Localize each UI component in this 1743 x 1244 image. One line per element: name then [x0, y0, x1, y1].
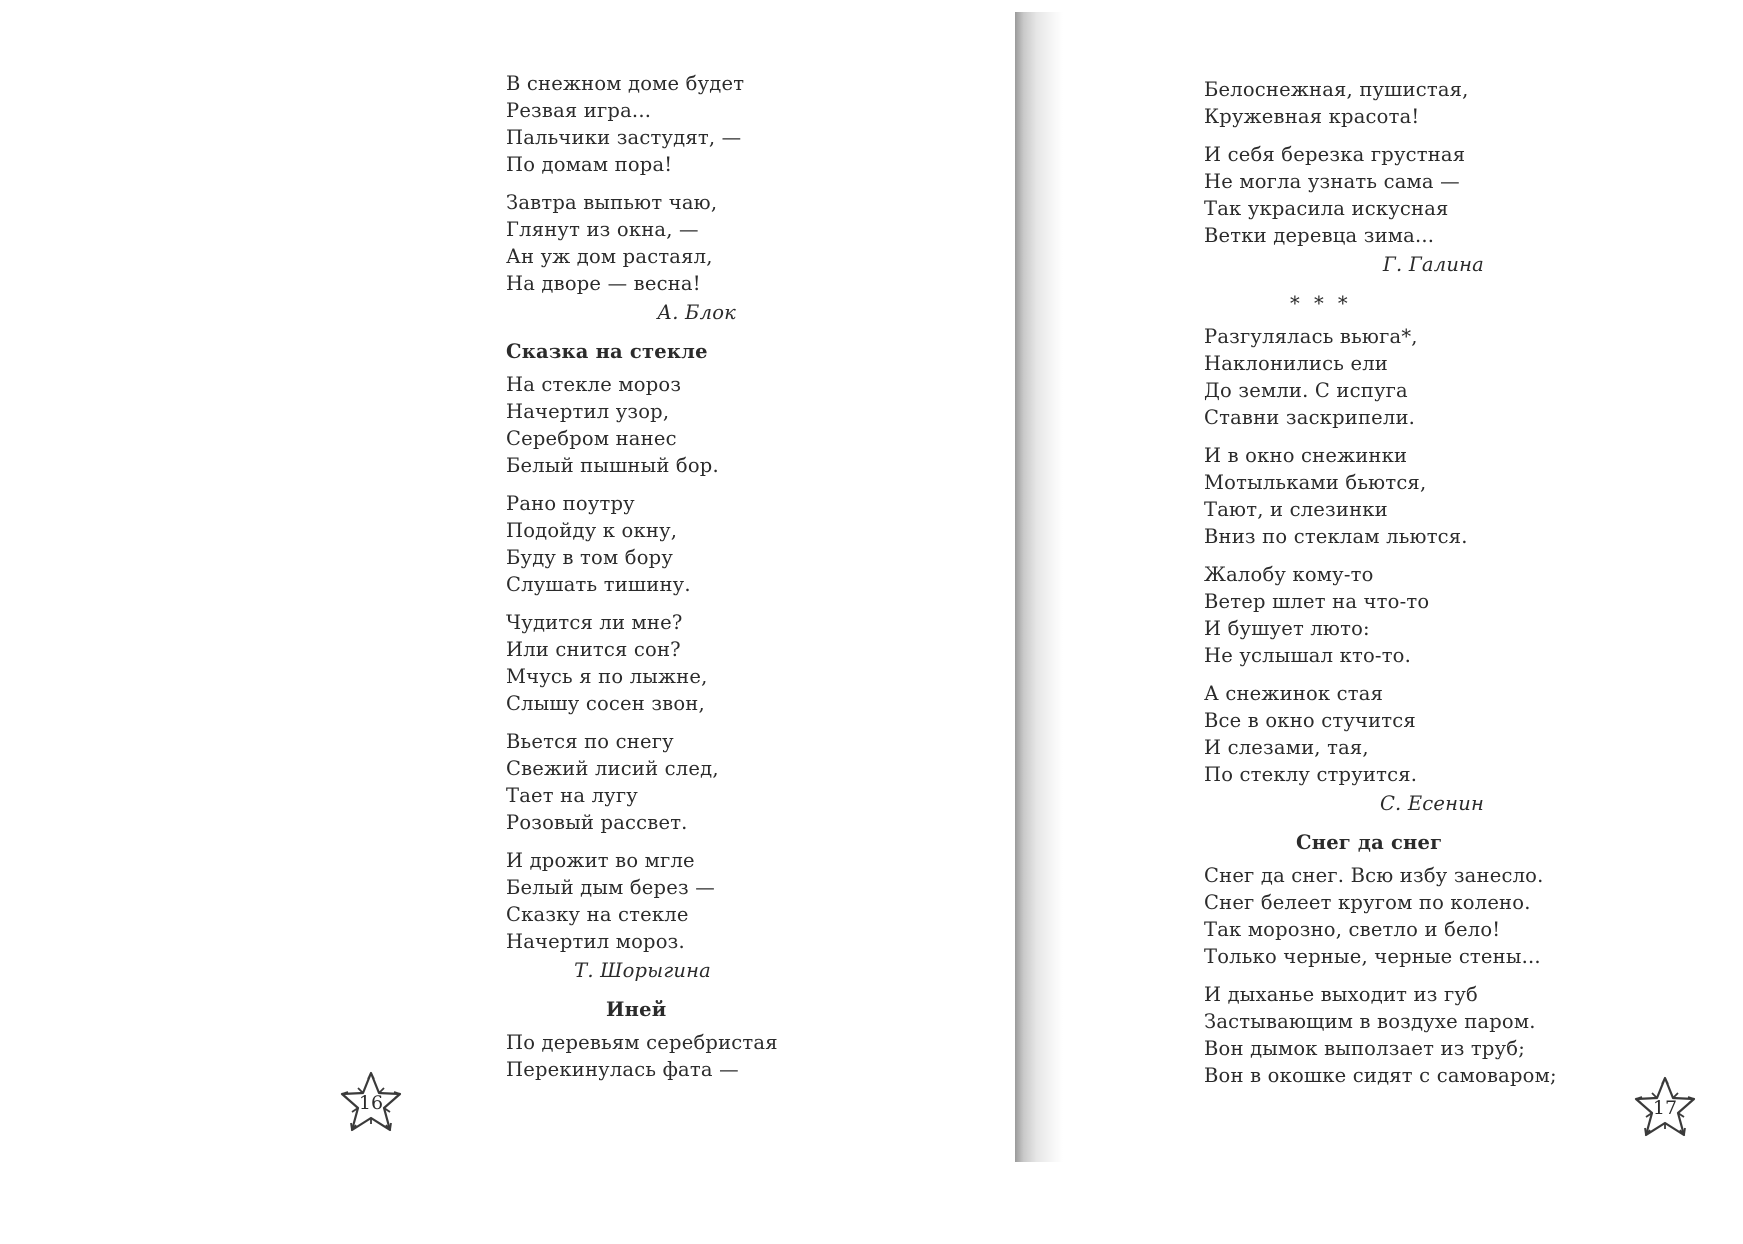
poem-line: Не могла узнать сама —: [1204, 170, 1460, 193]
poem-line: По деревьям серебристая: [506, 1031, 778, 1054]
stanza: [1204, 323, 1584, 431]
poem-line: В снежном доме будет: [506, 72, 745, 95]
poem-line: Начертил узор,: [506, 400, 670, 423]
poem-line: Не услышал кто-то.: [1204, 644, 1412, 667]
poem-line: И себя березка грустная: [1204, 143, 1466, 166]
poem-line: На стекле мороз: [506, 373, 682, 396]
poem-line: Слышу сосен звон,: [506, 692, 705, 715]
poem-line: Наклонились ели: [1204, 352, 1388, 375]
poem-title: Снег да снег: [1296, 831, 1443, 854]
poem-line: Слушать тишину.: [506, 573, 691, 596]
poem-line: Начертил мороз.: [506, 930, 685, 953]
poem-line: Тают, и слезинки: [1204, 498, 1388, 521]
poem-line: Резвая игра...: [506, 99, 652, 122]
stanza: [1204, 680, 1584, 788]
poem-line: Снег да снег. Всю избу занесло.: [1204, 864, 1544, 887]
poem-line: Буду в том бору: [506, 546, 673, 569]
stanza: [506, 371, 836, 479]
poem-line: И в окно снежинки: [1204, 444, 1408, 467]
poem-line: Белоснежная, пушистая,: [1204, 78, 1469, 101]
section-asterisks: * * *: [1290, 292, 1352, 315]
stanza: [506, 490, 836, 598]
poem-line: И дрожит во мгле: [506, 849, 695, 872]
poem-line: Или снится сон?: [506, 638, 681, 661]
poem-line: Перекинулась фата —: [506, 1058, 739, 1081]
poem-line: Розовый рассвет.: [506, 811, 688, 834]
book-gutter: [1015, 12, 1063, 1162]
poem-line: Только черные, черные стены...: [1204, 945, 1541, 968]
poem-line: Пальчики застудят, —: [506, 126, 742, 149]
poem-author: Т. Шорыгина: [574, 959, 711, 982]
poem-line: Ветер шлет на что-то: [1204, 590, 1430, 613]
poem-line: Завтра выпьют чаю,: [506, 191, 718, 214]
poem-author: А. Блок: [657, 301, 736, 324]
poem-line: До земли. С испуга: [1204, 379, 1408, 402]
poem-line: Тает на лугу: [506, 784, 638, 807]
poem-line: Подойду к окну,: [506, 519, 678, 542]
poem-line: Белый дым берез —: [506, 876, 715, 899]
poem-title: Сказка на стекле: [506, 340, 708, 363]
poem-line: И дыханье выходит из губ: [1204, 983, 1478, 1006]
poem-line: На дворе — весна!: [506, 272, 701, 295]
stanza: [1204, 141, 1584, 249]
poem-line: Вниз по стеклам льются.: [1204, 525, 1468, 548]
poem-line: И бушует люто:: [1204, 617, 1370, 640]
stanza: [506, 70, 836, 178]
stanza: [1204, 981, 1584, 1089]
poem-line: Глянут из окна, —: [506, 218, 699, 241]
poem-line: Разгулялась вьюга*,: [1204, 325, 1418, 348]
stanza: [1204, 442, 1584, 550]
poem-line: Все в окно стучится: [1204, 709, 1416, 732]
poem-author: С. Есенин: [1379, 792, 1484, 815]
page-number: 16: [358, 1092, 384, 1114]
poem-line: Так украсила искусная: [1204, 197, 1449, 220]
stanza: [506, 189, 836, 297]
poem-line: И слезами, тая,: [1204, 736, 1369, 759]
poem-line: Ветки деревца зима...: [1204, 224, 1435, 247]
poem-line: Застывающим в воздухе паром.: [1204, 1010, 1536, 1033]
poem-line: По домам пора!: [506, 153, 673, 176]
stanza: [1204, 561, 1584, 669]
poem-line: А снежинок стая: [1204, 682, 1384, 705]
poem-line: Белый пышный бор.: [506, 454, 719, 477]
stanza: [1204, 76, 1584, 130]
poem-line: Так морозно, светло и бело!: [1204, 918, 1501, 941]
poem-line: Мчусь я по лыжне,: [506, 665, 708, 688]
stanza: [506, 609, 836, 717]
poem-line: Жалобу кому-то: [1204, 563, 1374, 586]
poem-line: Вон в окошке сидят с самоваром;: [1204, 1064, 1557, 1087]
poem-line: Вон дымок выползает из труб;: [1204, 1037, 1525, 1060]
poem-line: Чудится ли мне?: [506, 611, 683, 634]
poem-line: Серебром нанес: [506, 427, 677, 450]
poem-line: По стеклу струится.: [1204, 763, 1418, 786]
poem-line: Мотыльками бьются,: [1204, 471, 1427, 494]
page-number-badge-left: [338, 1070, 404, 1136]
poem-line: Рано поутру: [506, 492, 635, 515]
poem-line: Вьется по снегу: [506, 730, 674, 753]
page-number: 17: [1652, 1097, 1678, 1119]
page-number-badge-right: [1632, 1075, 1698, 1141]
poem-title: Иней: [606, 998, 667, 1021]
left-page-text: [506, 70, 836, 1094]
poem-line: Ставни заскрипели.: [1204, 406, 1416, 429]
stanza: [1204, 862, 1584, 970]
poem-line: Снег белеет кругом по колено.: [1204, 891, 1531, 914]
poem-line: Сказку на стекле: [506, 903, 689, 926]
stanza: [506, 728, 836, 836]
poem-line: Кружевная красота!: [1204, 105, 1420, 128]
right-page-text: [1204, 76, 1584, 1100]
poem-line: Ан уж дом растаял,: [506, 245, 713, 268]
poem-author: Г. Галина: [1382, 253, 1484, 276]
stanza: [506, 1029, 836, 1083]
poem-line: Свежий лисий след,: [506, 757, 719, 780]
stanza: [506, 847, 836, 955]
